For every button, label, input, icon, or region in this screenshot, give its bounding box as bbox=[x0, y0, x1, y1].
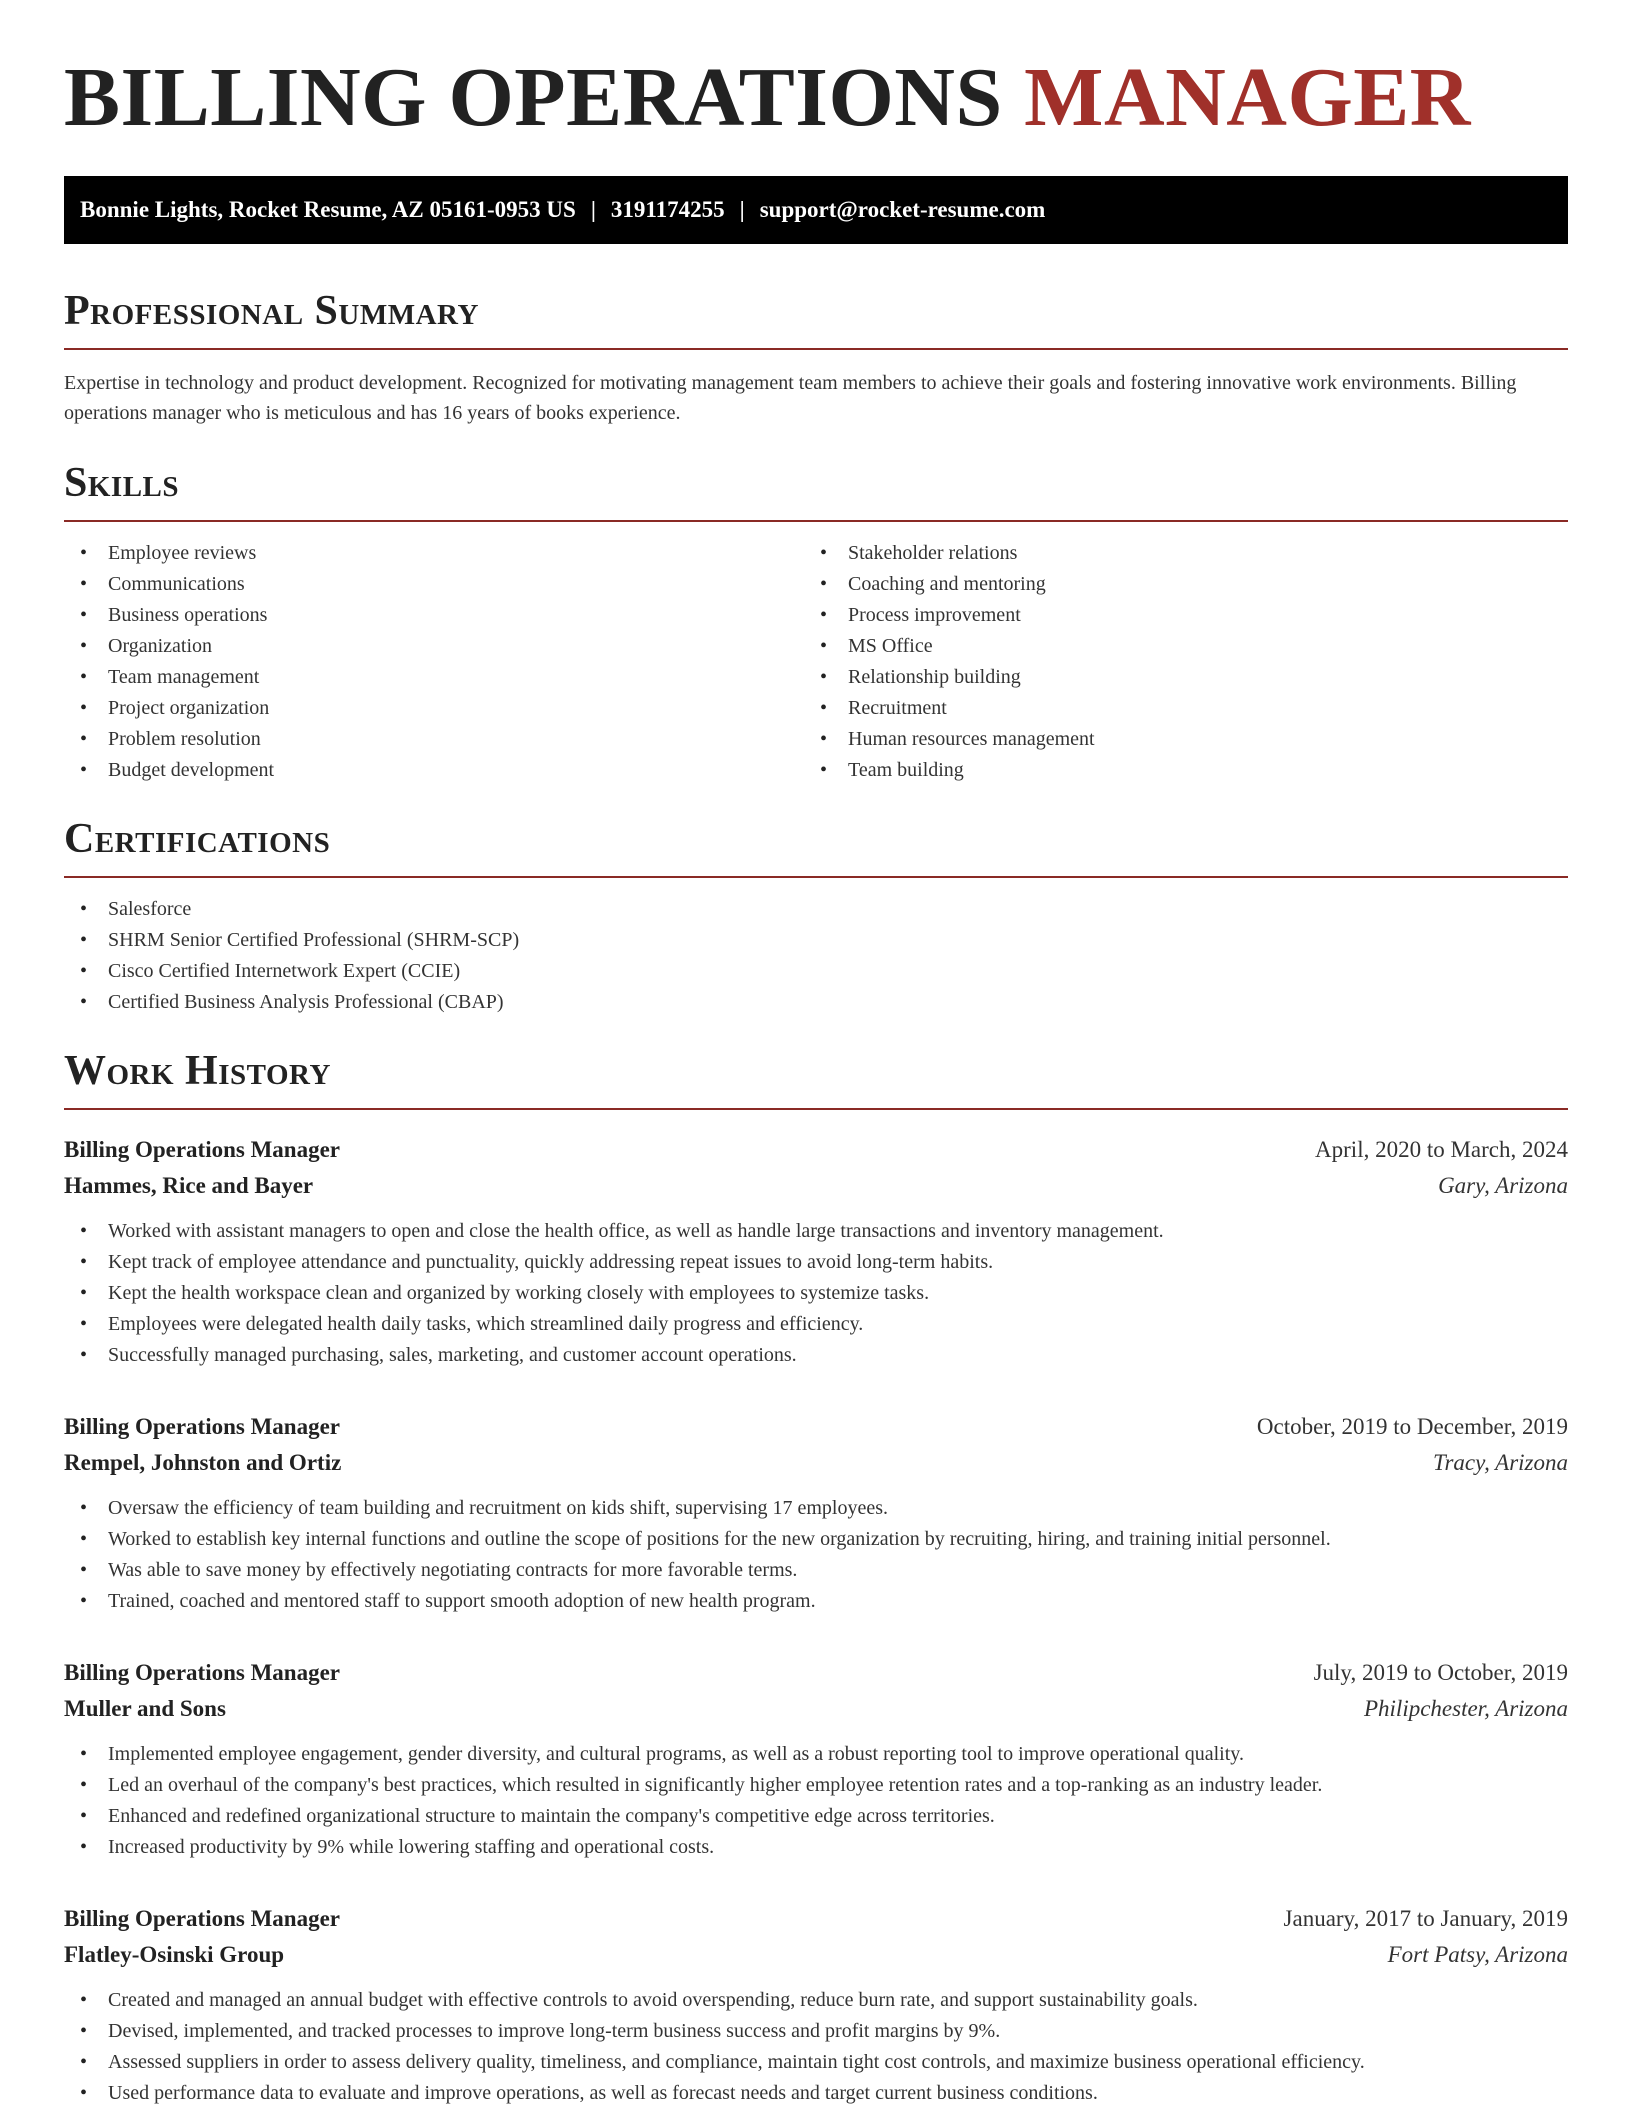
job-bullet: • Was able to save money by effectively negotiating contracts for more favorable terms. bbox=[64, 1555, 1568, 1586]
jobs-list bbox=[64, 1132, 1568, 2109]
certifications-section bbox=[64, 816, 1568, 1018]
contact-separator: | bbox=[590, 197, 596, 222]
job-dates: January, 2017 to January, 2019 bbox=[1283, 1906, 1568, 1932]
section-divider bbox=[64, 348, 1568, 350]
job-header-row bbox=[64, 1132, 1568, 1168]
section-divider bbox=[64, 520, 1568, 522]
title-main: BILLING OPERATIONS bbox=[64, 51, 1003, 144]
certification-item: • Cisco Certified Internetwork Expert (CCIE) bbox=[64, 956, 1568, 987]
job-bullet: • Kept the health workspace clean and organized by working closely with employees to systemize tasks. bbox=[64, 1278, 1568, 1309]
job-bullets bbox=[64, 1985, 1568, 2109]
job-bullet: • Worked to establish key internal functions and outline the scope of positions for the new organization by recruiting, hiring, and training initial personnel. bbox=[64, 1524, 1568, 1555]
skills-columns bbox=[64, 538, 1568, 786]
job-bullets bbox=[64, 1739, 1568, 1863]
skill-item: • Business operations bbox=[64, 600, 804, 631]
certification-item: • Certified Business Analysis Professional (CBAP) bbox=[64, 987, 1568, 1018]
job-bullet: • Used performance data to evaluate and improve operations, as well as forecast needs and target current business conditions. bbox=[64, 2078, 1568, 2109]
skill-item: • MS Office bbox=[804, 631, 1544, 662]
skill-item: • Human resources management bbox=[804, 724, 1544, 755]
job-bullet: • Kept track of employee attendance and punctuality, quickly addressing repeat issues to avoid long-term habits. bbox=[64, 1247, 1568, 1278]
job-header-row bbox=[64, 1409, 1568, 1445]
skill-item: • Project organization bbox=[64, 693, 804, 724]
skill-item: • Relationship building bbox=[804, 662, 1544, 693]
certification-item: • SHRM Senior Certified Professional (SHRM-SCP) bbox=[64, 925, 1568, 956]
summary-text: Expertise in technology and product development. Recognized for motivating management team members to achieve their goals and fostering innovative work environments. Billing operations manager who is meticulous and has 16 years of books experience. bbox=[64, 372, 1517, 425]
job-bullet: • Created and managed an annual budget with effective controls to avoid overspending, reduce burn rate, and support sustainability goals. bbox=[64, 1985, 1568, 2016]
contact-email: support@rocket-resume.com bbox=[759, 197, 1046, 222]
job-company-row bbox=[64, 1168, 1568, 1204]
job-bullets bbox=[64, 1216, 1568, 1371]
job-location: Fort Patsy, Arizona bbox=[1387, 1942, 1568, 1968]
skills-list-left bbox=[64, 538, 804, 786]
skill-item: • Problem resolution bbox=[64, 724, 804, 755]
skill-item: • Budget development bbox=[64, 755, 804, 786]
job-entry bbox=[64, 1901, 1568, 2109]
job-company-row bbox=[64, 1445, 1568, 1481]
skill-item: • Employee reviews bbox=[64, 538, 804, 569]
section-heading: Professional Summary bbox=[64, 288, 479, 334]
job-bullet: • Led an overhaul of the company's best practices, which resulted in significantly higher employee retention rates and a top-ranking as an industry leader. bbox=[64, 1770, 1568, 1801]
job-location: Philipchester, Arizona bbox=[1363, 1696, 1568, 1722]
skill-item: • Team management bbox=[64, 662, 804, 693]
job-bullet: • Devised, implemented, and tracked processes to improve long-term business success and profit margins by 9%. bbox=[64, 2016, 1568, 2047]
skill-item: • Coaching and mentoring bbox=[804, 569, 1544, 600]
job-title: Billing Operations Manager bbox=[64, 1906, 340, 1932]
job-location: Gary, Arizona bbox=[1438, 1173, 1568, 1199]
job-company: Hammes, Rice and Bayer bbox=[64, 1173, 314, 1199]
skills-section bbox=[64, 460, 1568, 786]
job-header-row bbox=[64, 1655, 1568, 1691]
section-heading: Work History bbox=[64, 1048, 331, 1094]
contact-address: Bonnie Lights, Rocket Resume, AZ 05161-0953 US bbox=[80, 197, 576, 222]
job-header-row bbox=[64, 1901, 1568, 1937]
resume-title bbox=[64, 52, 1471, 144]
skill-item: • Communications bbox=[64, 569, 804, 600]
skill-item: • Stakeholder relations bbox=[804, 538, 1544, 569]
certification-item: • Salesforce bbox=[64, 894, 1568, 925]
job-company: Flatley-Osinski Group bbox=[64, 1942, 285, 1968]
skill-item: • Recruitment bbox=[804, 693, 1544, 724]
job-title: Billing Operations Manager bbox=[64, 1137, 340, 1163]
job-company-row bbox=[64, 1937, 1568, 1973]
job-bullet: • Implemented employee engagement, gender diversity, and cultural programs, as well as a robust reporting tool to improve operational quality. bbox=[64, 1739, 1568, 1770]
job-bullet: • Employees were delegated health daily tasks, which streamlined daily progress and efficiency. bbox=[64, 1309, 1568, 1340]
job-title: Billing Operations Manager bbox=[64, 1414, 340, 1440]
certifications-list bbox=[64, 894, 1568, 1018]
job-bullet: • Oversaw the efficiency of team building and recruitment on kids shift, supervising 17 employees. bbox=[64, 1493, 1568, 1524]
job-location: Tracy, Arizona bbox=[1432, 1450, 1568, 1476]
job-bullet: • Trained, coached and mentored staff to support smooth adoption of new health program. bbox=[64, 1586, 1568, 1617]
section-divider bbox=[64, 876, 1568, 878]
job-bullet: • Worked with assistant managers to open and close the health office, as well as handle large transactions and inventory management. bbox=[64, 1216, 1568, 1247]
section-heading: Certifications bbox=[64, 816, 331, 862]
job-entry bbox=[64, 1409, 1568, 1617]
job-company: Muller and Sons bbox=[64, 1696, 226, 1722]
job-entry bbox=[64, 1655, 1568, 1863]
section-divider bbox=[64, 1108, 1568, 1110]
job-dates: April, 2020 to March, 2024 bbox=[1315, 1137, 1568, 1163]
job-bullet: • Successfully managed purchasing, sales, marketing, and customer account operations. bbox=[64, 1340, 1568, 1371]
job-company: Rempel, Johnston and Ortiz bbox=[64, 1450, 342, 1476]
job-dates: July, 2019 to October, 2019 bbox=[1313, 1660, 1568, 1686]
job-company-row bbox=[64, 1691, 1568, 1727]
title-accent: MANAGER bbox=[1024, 51, 1471, 144]
job-bullet: • Assessed suppliers in order to assess delivery quality, timeliness, and compliance, maintain tight cost controls, and maximize business operational efficiency. bbox=[64, 2047, 1568, 2078]
job-title: Billing Operations Manager bbox=[64, 1660, 340, 1686]
professional-summary-section bbox=[64, 288, 1568, 428]
section-heading: Skills bbox=[64, 460, 180, 506]
contact-separator: | bbox=[739, 197, 745, 222]
job-bullets bbox=[64, 1493, 1568, 1617]
skill-item: • Organization bbox=[64, 631, 804, 662]
contact-phone: 3191174255 bbox=[610, 197, 725, 222]
contact-bar bbox=[64, 176, 1568, 244]
job-bullet: • Enhanced and redefined organizational structure to maintain the company's competitive edge across territories. bbox=[64, 1801, 1568, 1832]
job-entry bbox=[64, 1132, 1568, 1371]
skill-item: • Team building bbox=[804, 755, 1544, 786]
work-history-section bbox=[64, 1048, 1568, 2109]
job-dates: October, 2019 to December, 2019 bbox=[1256, 1414, 1568, 1440]
skills-list-right bbox=[804, 538, 1544, 786]
skill-item: • Process improvement bbox=[804, 600, 1544, 631]
job-bullet: • Increased productivity by 9% while lowering staffing and operational costs. bbox=[64, 1832, 1568, 1863]
